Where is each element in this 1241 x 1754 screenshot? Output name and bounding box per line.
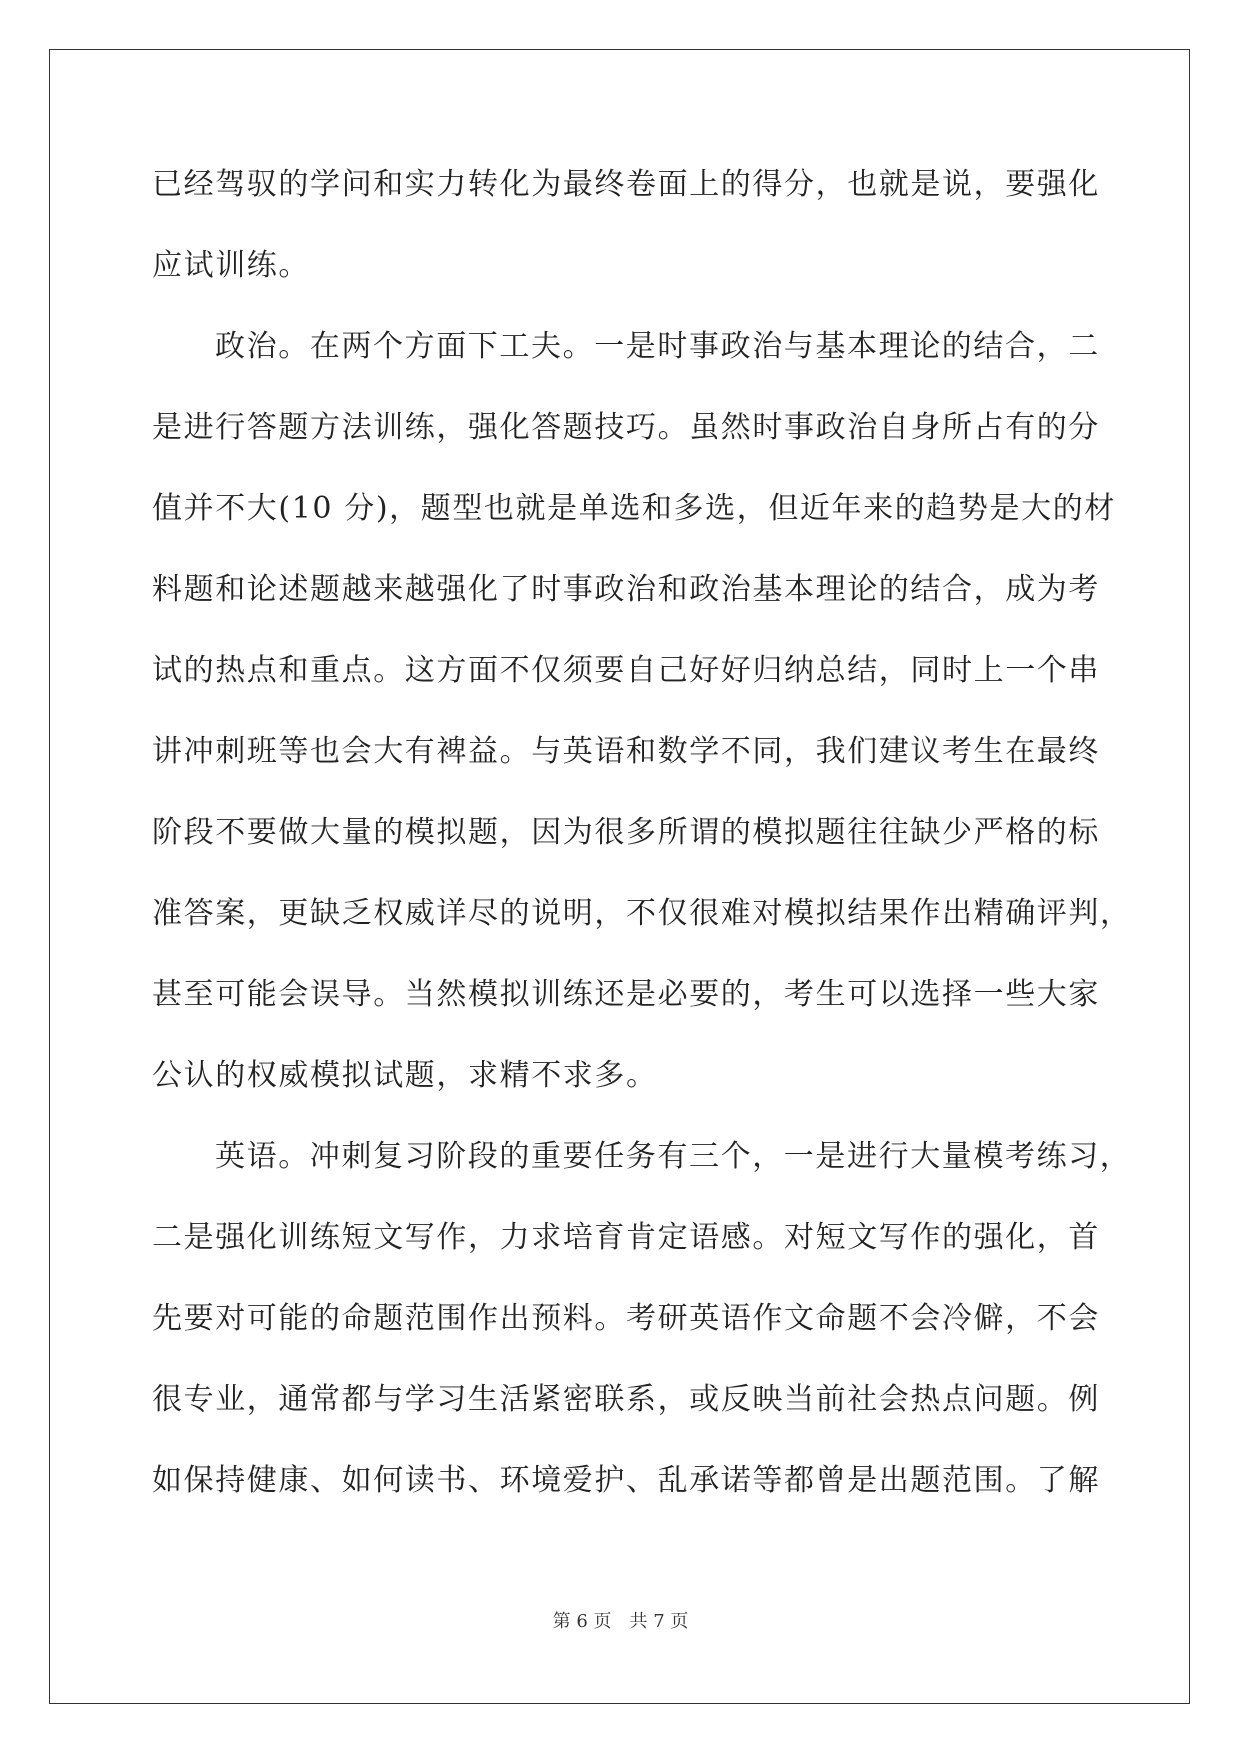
- page-number-footer: 第 6 页 共 7 页: [552, 1611, 689, 1632]
- text-line: 应试训练。: [152, 248, 310, 283]
- text-line: 公认的权威模拟试题，求精不求多。: [152, 1058, 658, 1093]
- text-line: 试的热点和重点。这方面不仅须要自己好好归纳总结，同时上一个串: [152, 653, 1100, 688]
- text-line: 阶段不要做大量的模拟题，因为很多所谓的模拟题往往缺少严格的标: [152, 815, 1100, 850]
- text-line: 如保持健康、如何读书、环境爱护、乱承诺等都曾是出题范围。了解: [152, 1463, 1100, 1498]
- text-line: 值并不大(10 分)，题型也就是单选和多选，但近年来的趋势是大的材: [152, 491, 1116, 526]
- document-body: [152, 162, 1132, 1539]
- text-line: 料题和论述题越来越强化了时事政治和政治基本理论的结合，成为考: [152, 572, 1100, 607]
- text-line: 讲冲刺班等也会大有裨益。与英语和数学不同，我们建议考生在最终: [152, 734, 1100, 769]
- text-line: 甚至可能会误导。当然模拟训练还是必要的，考生可以选择一些大家: [152, 977, 1100, 1012]
- text-line: 先要对可能的命题范围作出预料。考研英语作文命题不会冷僻，不会: [152, 1301, 1100, 1336]
- paragraph-start-politics: 政治。在两个方面下工夫。一是时事政治与基本理论的结合，二: [215, 329, 1100, 364]
- text-line: 准答案，更缺乏权威详尽的说明，不仅很难对模拟结果作出精确评判，: [152, 896, 1132, 931]
- text-line: 是进行答题方法训练，强化答题技巧。虽然时事政治自身所占有的分: [152, 410, 1100, 445]
- text-line: 已经驾驭的学问和实力转化为最终卷面上的得分，也就是说，要强化: [152, 167, 1100, 202]
- paragraph-start-english: 英语。冲刺复习阶段的重要任务有三个，一是进行大量模考练习，: [215, 1139, 1132, 1174]
- text-line: 很专业，通常都与学习生活紧密联系，或反映当前社会热点问题。例: [152, 1382, 1100, 1417]
- text-line: 二是强化训练短文写作，力求培育肯定语感。对短文写作的强化，首: [152, 1220, 1100, 1255]
